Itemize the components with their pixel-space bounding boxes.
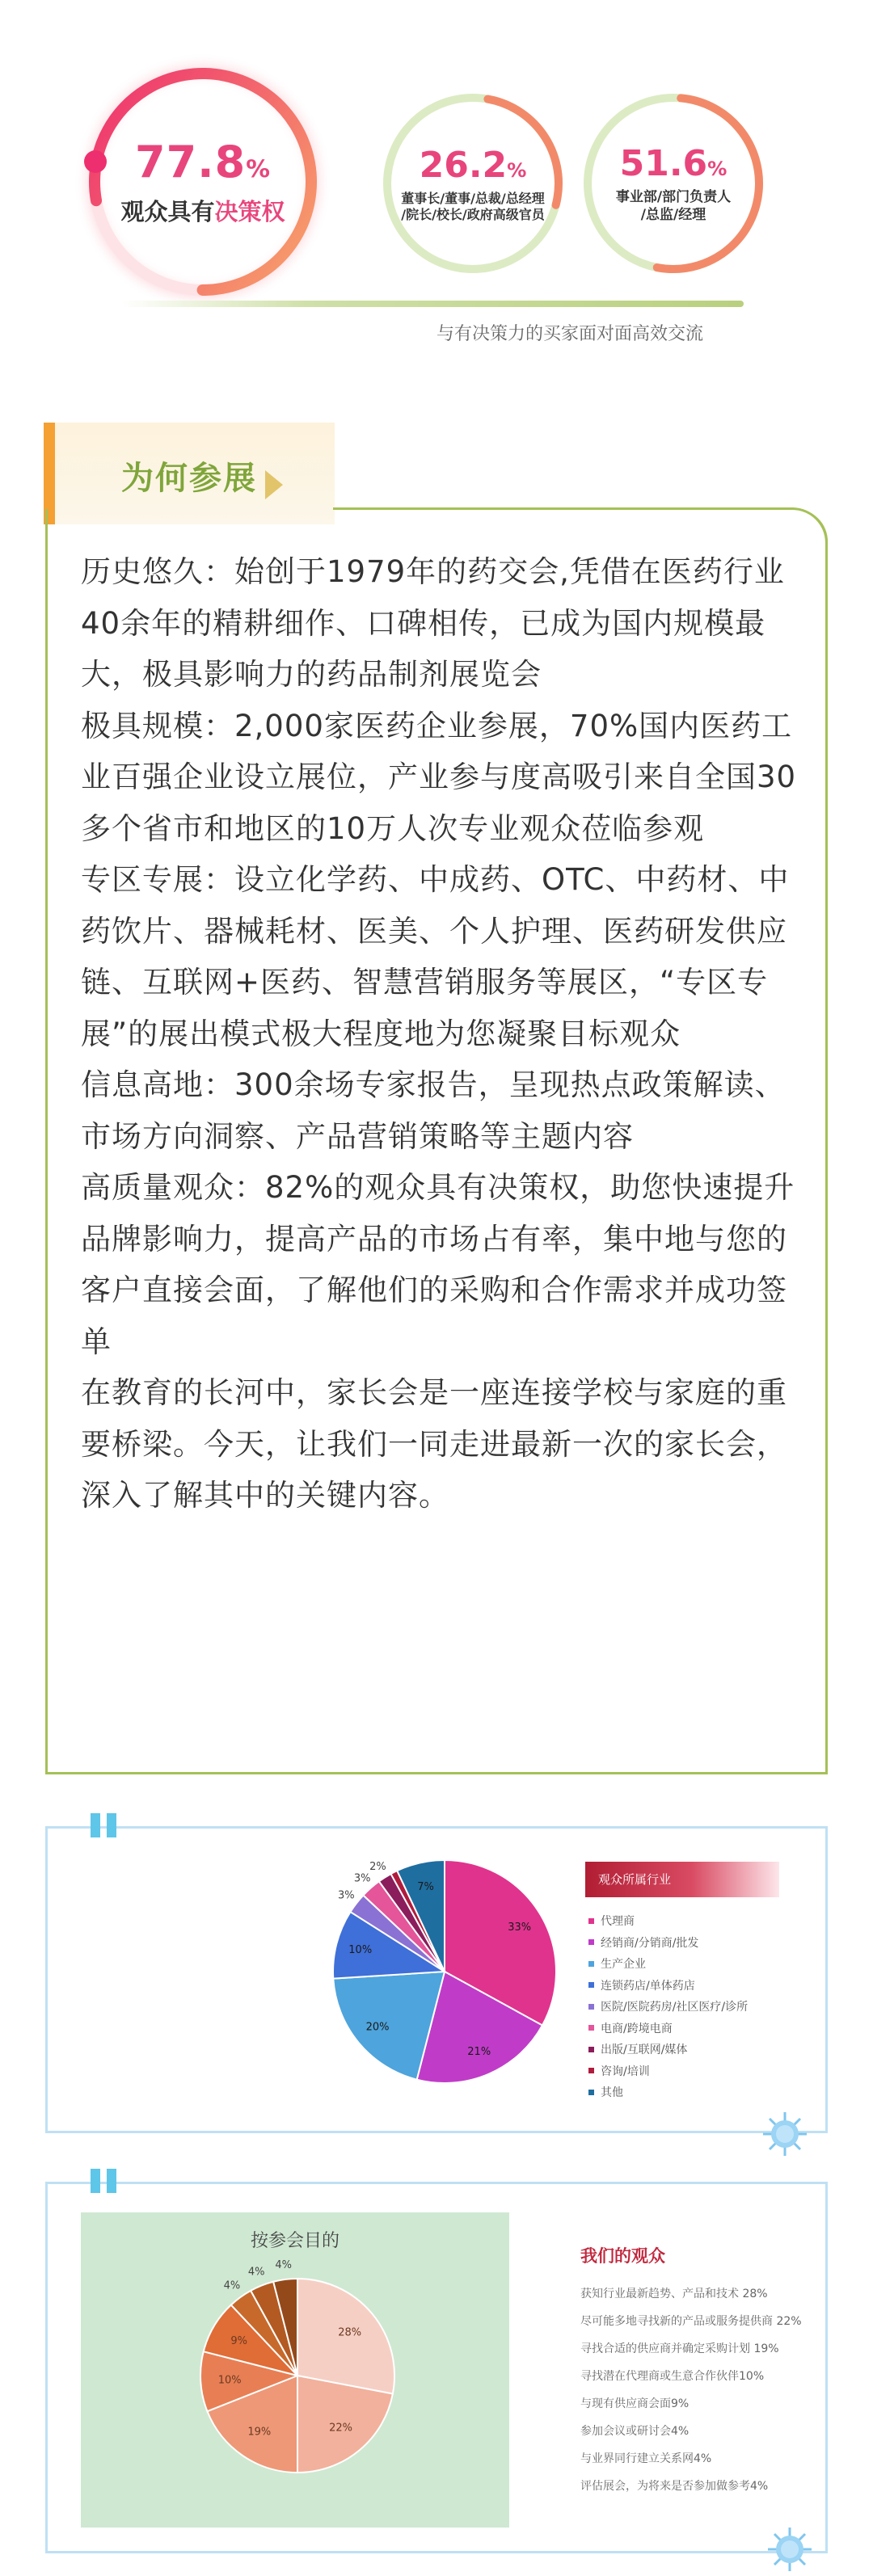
- card1-deco-left: [91, 1813, 100, 1837]
- secondary-stat-ring-1: [380, 90, 566, 276]
- paragraph-extra: 在教育的长河中，家长会是一座连接学校与家庭的重要桥梁。今天，让我们一同走进最新一次的家长会，深入了解其中的关键内容。: [81, 1375, 787, 1513]
- stats-caption: 与有决策力的买家面对面高效交流: [436, 324, 704, 344]
- card2-deco-right: [107, 2169, 116, 2193]
- pie-data-label: 10%: [217, 2374, 242, 2387]
- legend-swatch: [588, 1982, 594, 1988]
- audience-item: 与现有供应商会面9%: [580, 2397, 690, 2410]
- section-top-corner: [792, 507, 828, 543]
- legend-label: 其他: [601, 2086, 623, 2100]
- legend-swatch: [588, 2090, 594, 2095]
- card2-deco-left: [91, 2169, 100, 2193]
- main-stat-ring: [70, 48, 336, 315]
- legend-swatch: [588, 2004, 594, 2010]
- secondary-stat-1-label: 董事长/董事/总裁/总经理 /院长/校长/政府高级官员: [401, 190, 545, 222]
- audience-item: 尽可能多地寻找新的产品或服务提供商 22%: [580, 2315, 802, 2328]
- card2-virus-icon: [766, 2526, 813, 2573]
- industry-legend: [588, 1910, 748, 2103]
- secondary-stat-2-label: 事业部/部门负责人 /总监/经理: [615, 189, 732, 223]
- section-title: 为何参展: [121, 460, 257, 497]
- pie-data-label: 4%: [275, 2259, 293, 2272]
- industry-legend-item: [588, 1932, 748, 1954]
- industry-pie-chart: [323, 1833, 582, 2107]
- audience-item: 寻找潜在代理商或生意合作伙伴10%: [580, 2370, 765, 2383]
- card1-virus-icon: [761, 2111, 808, 2157]
- industry-legend-item: [588, 2060, 748, 2082]
- industry-pie-label: 33%: [508, 1921, 532, 1934]
- legend-swatch: [588, 2025, 594, 2031]
- industry-pie-label: 21%: [467, 2045, 491, 2058]
- main-stat-value: 77.8%: [135, 137, 271, 187]
- stats-baseline: [121, 301, 744, 307]
- legend-label: 生产企业: [601, 1958, 646, 1972]
- industry-legend-item: [588, 2081, 748, 2103]
- legend-swatch: [588, 1939, 594, 1945]
- section-top-border: [333, 507, 794, 510]
- audience-item: 参加会议或研讨会4%: [580, 2425, 690, 2438]
- secondary-stat-1-value: 26.2%: [419, 144, 527, 186]
- audience-item: 寻找合适的供应商并确定采购计划 19%: [580, 2342, 779, 2355]
- audience-item: 获知行业最新趋势、产品和技术 28%: [580, 2288, 768, 2300]
- paragraph-scale: 极具规模：2,000家医药企业参展，70%国内医药工业百强企业设立展位，产业参与度高吸引来自全国30多个省市和地区的10万人次专业观众莅临参观: [81, 708, 797, 846]
- paragraph-audience: 高质量观众：82%的观众具有决策权，助您快速提升品牌影响力，提高产品的市场占有率，集中地与您的客户直接会面，了解他们的采购和合作需求并成功签单: [81, 1170, 795, 1359]
- industry-pie-label: 7%: [417, 1880, 434, 1893]
- industry-pie-label: 3%: [353, 1872, 371, 1885]
- secondary-stat-ring-2: [580, 90, 766, 276]
- pie-data-label: 4%: [247, 2266, 265, 2279]
- legend-label: 医院/医院药房/社区医疗/诊所: [601, 2001, 749, 2014]
- purpose-pie-chart: [186, 2254, 412, 2513]
- industry-pie-label: 10%: [348, 1944, 373, 1957]
- legend-label: 连锁药店/单体药店: [601, 1979, 695, 1993]
- legend-swatch: [588, 1918, 594, 1924]
- audience-title: 我们的观众: [580, 2246, 665, 2266]
- main-stat-label: 观众具有决策权: [120, 198, 285, 225]
- pie-data-label: 28%: [338, 2326, 362, 2339]
- industry-pie-label: 3%: [338, 1889, 355, 1902]
- industry-legend-title: 观众所属行业: [585, 1862, 779, 1897]
- audience-item: 评估展会，为将来是否参加做参考4%: [580, 2480, 769, 2493]
- industry-legend-item: [588, 1975, 748, 1997]
- industry-legend-item: [588, 1910, 748, 1932]
- industry-pie-label: 2%: [369, 1860, 386, 1873]
- legend-swatch: [588, 1961, 594, 1967]
- legend-label: 电商/跨境电商: [601, 2022, 673, 2035]
- legend-label: 出版/互联网/媒体: [601, 2044, 688, 2057]
- paragraph-info: 信息高地：300余场专家报告，呈现热点政策解读、市场方向洞察、产品营销策略等主题内容: [81, 1067, 786, 1154]
- legend-label: 代理商: [601, 1915, 635, 1929]
- section-body: [81, 546, 800, 1522]
- purpose-chart-title: 按参会目的: [250, 2231, 340, 2251]
- audience-list: [580, 2280, 802, 2500]
- industry-legend-item: [588, 1996, 748, 2018]
- paragraph-zones: 专区专展：设立化学药、中成药、OTC、中药材、中药饮片、器械耗材、医美、个人护理、医药研发供应链、互联网+医药、智慧营销服务等展区，“专区专展”的展出模式极大程度地为您凝聚目标观众: [81, 862, 790, 1051]
- industry-pie-label: 20%: [365, 2021, 390, 2034]
- secondary-stat-2-value: 51.6%: [619, 143, 728, 185]
- legend-swatch: [588, 2047, 594, 2052]
- industry-legend-item: [588, 2039, 748, 2060]
- legend-label: 经销商/分销商/批发: [601, 1936, 699, 1950]
- paragraph-history: 历史悠久：始创于1979年的药交会,凭借在医药行业40余年的精耕细作、口碑相传，已成为国内规模最大，极具影响力的药品制剂展览会: [81, 554, 785, 692]
- audience-item: 与业界同行建立关系网4%: [580, 2452, 712, 2465]
- section-arrow-icon: [265, 470, 283, 499]
- industry-legend-item: [588, 1953, 748, 1975]
- pie-data-label: 4%: [223, 2279, 241, 2292]
- legend-label: 咨询/培训: [601, 2065, 650, 2078]
- pie-data-label: 9%: [230, 2335, 248, 2348]
- pie-data-label: 19%: [247, 2426, 272, 2439]
- industry-legend-item: [588, 2018, 748, 2039]
- card1-deco-right: [107, 1813, 116, 1837]
- pie-data-label: 22%: [329, 2422, 352, 2435]
- legend-swatch: [588, 2068, 594, 2073]
